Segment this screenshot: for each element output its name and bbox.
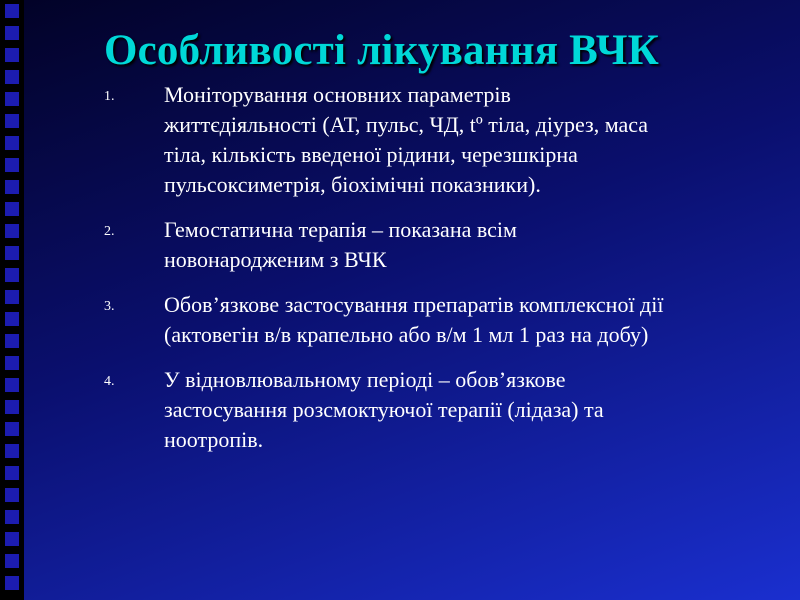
decorative-square — [5, 136, 19, 150]
list-item-text — [164, 365, 764, 455]
decorative-square — [5, 224, 19, 238]
decorative-square — [5, 290, 19, 304]
text-line: життєдіяльності (АТ, пульс, ЧД, tº тіла, діурез, маса — [164, 112, 649, 137]
decorative-square — [5, 422, 19, 436]
text-line: (актовегін в/в крапельно або в/м 1 мл 1 раз на добу) — [164, 322, 649, 347]
text-line: ноотропів. — [164, 427, 264, 452]
decorative-square — [5, 70, 19, 84]
list-number: 2. — [104, 224, 115, 239]
text-line: Обов’язкове застосування препаратів комплексної дії — [164, 292, 664, 317]
text-line: новонародженим з ВЧК — [164, 247, 387, 272]
decorative-square — [5, 48, 19, 62]
decorative-square — [5, 444, 19, 458]
decorative-square — [5, 400, 19, 414]
decorative-square-strip — [0, 0, 24, 600]
text-line: застосування розсмоктуючої терапії (лідаза) та — [164, 397, 604, 422]
decorative-square — [5, 312, 19, 326]
list-item-text — [164, 80, 764, 200]
decorative-square — [5, 158, 19, 172]
list-item-text — [164, 215, 764, 275]
list-item — [104, 365, 764, 455]
decorative-square — [5, 114, 19, 128]
decorative-square — [5, 532, 19, 546]
decorative-square — [5, 356, 19, 370]
decorative-square — [5, 334, 19, 348]
text-line: Гемостатична терапія – показана всім — [164, 217, 517, 242]
decorative-square — [5, 268, 19, 282]
decorative-square — [5, 202, 19, 216]
decorative-square — [5, 466, 19, 480]
list-number: 1. — [104, 89, 115, 104]
numbered-list — [104, 80, 764, 470]
decorative-square — [5, 510, 19, 524]
list-item — [104, 215, 764, 275]
decorative-square — [5, 26, 19, 40]
decorative-square — [5, 246, 19, 260]
decorative-square — [5, 4, 19, 18]
decorative-square — [5, 554, 19, 568]
slide-title: Особливості лікування ВЧК — [104, 27, 659, 74]
text-line: У відновлювальному періоді – обов’язкове — [164, 367, 566, 392]
list-number: 4. — [104, 374, 115, 389]
list-item-text — [164, 290, 764, 350]
text-line: Моніторування основних параметрів — [164, 82, 511, 107]
text-line: тіла, кількість введеної рідини, черезшкірна — [164, 142, 578, 167]
decorative-square — [5, 92, 19, 106]
decorative-square — [5, 378, 19, 392]
list-item — [104, 80, 764, 200]
list-item — [104, 290, 764, 350]
decorative-square — [5, 488, 19, 502]
text-line: пульсоксиметрія, біохімічні показники). — [164, 172, 541, 197]
decorative-square — [5, 180, 19, 194]
decorative-square — [5, 576, 19, 590]
list-number: 3. — [104, 299, 115, 314]
